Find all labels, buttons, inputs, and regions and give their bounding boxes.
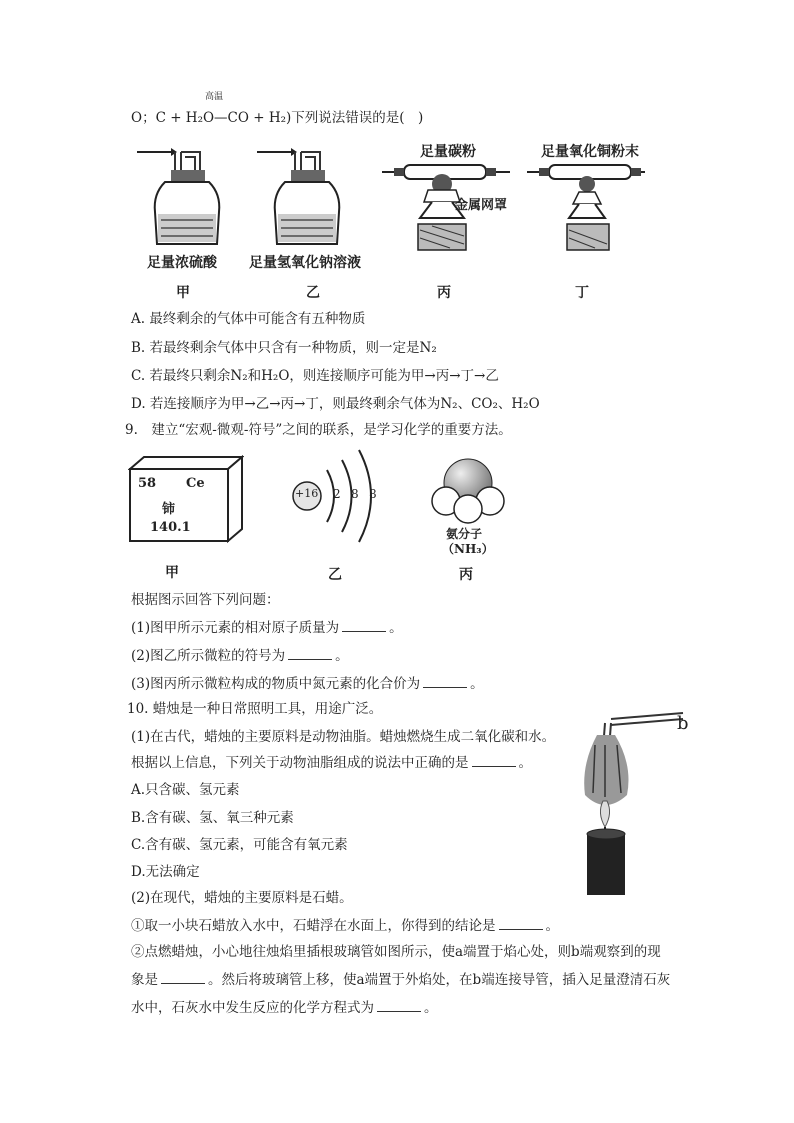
q9-question-1: (1)图甲所示元素的相对原子质量为 。 [131,620,403,636]
q10-stem: 10. 蜡烛是一种日常照明工具，用途广泛。 [127,701,383,717]
heat-condition: 高温 [205,92,224,102]
q10-paragraph-2: 根据以上信息，下列关于动物油脂组成的说法中正确的是 。 [131,755,532,771]
element-mass: 140.1 [150,520,191,535]
answer-blank[interactable] [423,675,467,688]
q8-option-c: C. 若最终只剩余N₂和H₂O，则连接顺序可能为甲→丙→丁→乙 [131,368,499,384]
q10-option-b: B.含有碳、氢、氧三种元素 [131,810,294,826]
q10-paragraph-5c: 水中，石灰水中发生反应的化学方程式为 。 [131,1000,438,1016]
element-name: 铈 [162,502,176,517]
q8-stem: O；C + H₂O—CO + H₂)下列说法错误的是( ) [131,110,424,126]
q10-option-c: C.含有碳、氢元素，可能含有氧元素 [131,837,348,853]
ion-nucleus: +16 [295,487,319,500]
bing-side-label: 金属网罩 [455,198,508,213]
jia-label: 甲 [176,285,190,301]
yi-label: 乙 [306,285,320,301]
bottle-yi [257,148,339,244]
q8-option-a: A. 最终剩余的气体中可能含有五种物质 [131,311,366,327]
q10-paragraph-5a: ②点燃蜡烛，小心地往烛焰里插根玻璃管如图所示，使a端置于焰心处，则b端观察到的现 [131,944,661,960]
jia-caption: 足量浓硫酸 [147,255,217,271]
answer-blank[interactable] [288,647,332,660]
q10-paragraph-5b: 象是 。然后将玻璃管上移，使a端置于外焰处，在b端连接导管，插入足量澄清石灰 [131,972,671,988]
ding-label: 丁 [575,285,589,301]
candle-glass-tube-figure [575,705,690,900]
ion-label: 乙 [328,567,342,583]
answer-blank[interactable] [472,754,516,767]
q9-stem: 9. 建立“宏观-微观-符号”之间的联系，是学习化学的重要方法。 [125,422,512,438]
q9-question-3: (3)图丙所示微粒构成的物质中氮元素的化合价为 。 [131,676,484,692]
q8-option-b: B. 若最终剩余气体中只含有一种物质，则一定是N₂ [131,340,437,356]
bottle-jia [137,148,219,244]
q8-option-d: D. 若连接顺序为甲→乙→丙→丁，则最终剩余气体为N₂、CO₂、H₂O [131,396,540,412]
ding-top-label: 足量氧化铜粉末 [541,144,639,160]
tube-ding [527,165,645,250]
answer-blank[interactable] [377,999,421,1012]
element-label: 甲 [165,565,179,581]
answer-blank[interactable] [161,971,205,984]
molecule-label: 丙 [459,567,473,583]
answer-blank[interactable] [342,619,386,632]
yi-caption: 足量氢氧化钠溶液 [249,255,361,271]
q10-paragraph-4: ①取一小块石蜡放入水中，石蜡浮在水面上，你得到的结论是 。 [131,918,559,934]
q10-option-d: D.无法确定 [131,864,200,880]
q9-intro: 根据图示回答下列问题： [131,592,280,608]
ammonia-molecule-model [428,457,508,527]
ion-shell-3: 8 [369,487,377,501]
molecule-name: 氨分子 [446,527,483,541]
bing-label: 丙 [437,285,451,301]
element-symbol: Ce [186,476,205,491]
molecule-formula: （NH₃） [442,542,494,556]
q10-option-a: A.只含碳、氢元素 [131,782,240,798]
ion-structure-diagram [285,448,395,564]
answer-blank[interactable] [499,917,543,930]
bing-top-label: 足量碳粉 [420,144,476,160]
element-number: 58 [138,476,157,491]
ion-shell-1: 2 [333,487,341,501]
q10-paragraph-3: (2)在现代，蜡烛的主要原料是石蜡。 [131,890,353,906]
q10-paragraph-1: (1)在古代，蜡烛的主要原料是动物油脂。蜡烛燃烧生成二氧化碳和水。 [131,729,556,745]
q9-question-2: (2)图乙所示微粒的符号为 。 [131,648,349,664]
ion-shell-2: 8 [351,487,359,501]
tube-end-b-label: b [677,713,689,734]
